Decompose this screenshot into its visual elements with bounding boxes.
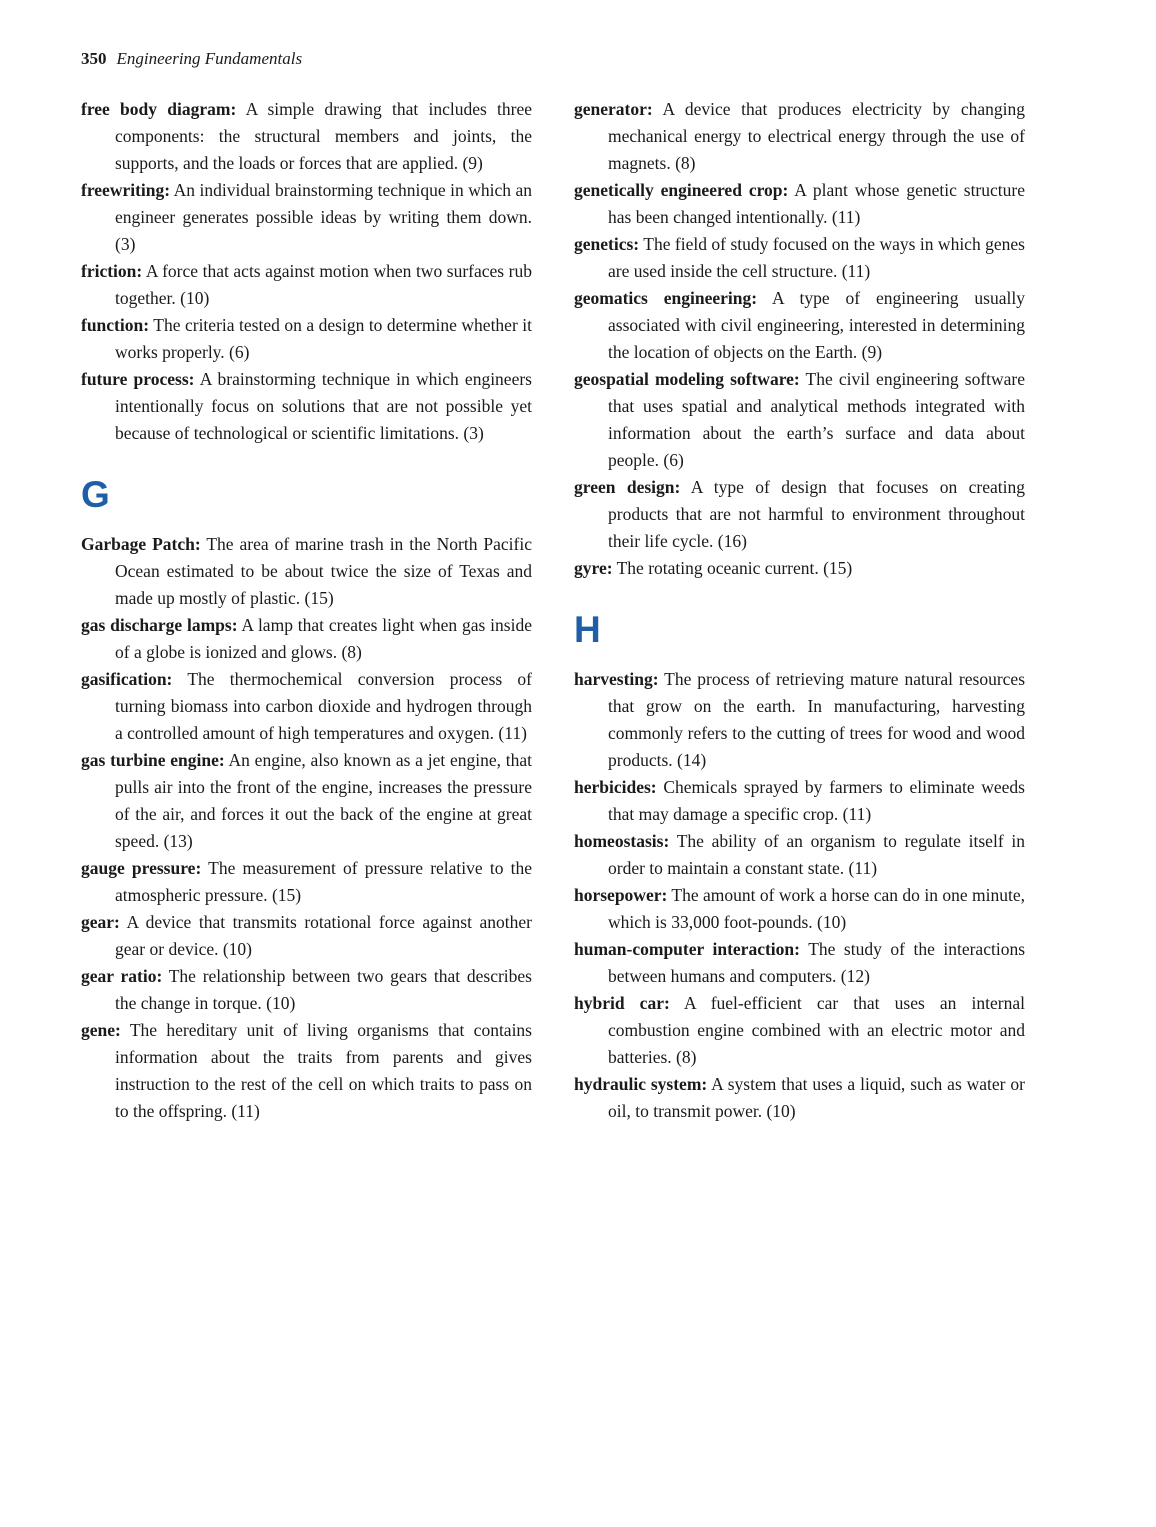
glossary-definition: The rotating oceanic current. (15) bbox=[616, 558, 853, 578]
glossary-entry bbox=[574, 1071, 1025, 1125]
glossary-term: gas discharge lamps: bbox=[81, 615, 238, 635]
glossary-term: hybrid car: bbox=[574, 993, 670, 1013]
glossary-entry bbox=[574, 828, 1025, 882]
left-column bbox=[81, 96, 532, 1125]
glossary-definition: A brainstorming technique in which engineers intentionally focus on solutions that are not possible yet because of technological or scientific limitations. (3) bbox=[115, 369, 532, 443]
glossary-definition: The thermochemical conversion process of turning biomass into carbon dioxide and hydrogen through a controlled amount of high temperatures and oxygen. (11) bbox=[115, 669, 533, 743]
glossary-term: function: bbox=[81, 315, 150, 335]
glossary-term: geomatics engineering: bbox=[574, 288, 758, 308]
glossary-term: hydraulic system: bbox=[574, 1074, 708, 1094]
glossary-entry bbox=[574, 366, 1025, 474]
glossary-entry bbox=[574, 231, 1025, 285]
glossary-definition: A lamp that creates light when gas inside of a globe is ionized and glows. (8) bbox=[115, 615, 532, 662]
glossary-definition: A system that uses a liquid, such as water or oil, to transmit power. (10) bbox=[608, 1074, 1025, 1121]
glossary-term: friction: bbox=[81, 261, 143, 281]
glossary-term: free body diagram: bbox=[81, 99, 237, 119]
glossary-definition: A plant whose genetic structure has been changed intentionally. (11) bbox=[608, 180, 1025, 227]
glossary-definition: The process of retrieving mature natural resources that grow on the earth. In manufacturing, harvesting commonly refers to the cutting of trees for wood and wood products. (14) bbox=[608, 669, 1026, 770]
glossary-term: gas turbine engine: bbox=[81, 750, 225, 770]
glossary-definition: A fuel-efficient car that uses an internal combustion engine combined with an electric motor and batteries. (8) bbox=[608, 993, 1025, 1067]
glossary-entry bbox=[81, 855, 532, 909]
glossary-entry bbox=[574, 990, 1025, 1071]
glossary-definition: The relationship between two gears that describes the change in torque. (10) bbox=[115, 966, 532, 1013]
glossary-entry bbox=[81, 531, 532, 612]
glossary-definition: Chemicals sprayed by farmers to eliminate weeds that may damage a specific crop. (11) bbox=[608, 777, 1025, 824]
glossary-term: gauge pressure: bbox=[81, 858, 202, 878]
glossary-definition: The measurement of pressure relative to the atmospheric pressure. (15) bbox=[115, 858, 532, 905]
section-letter: G bbox=[81, 474, 110, 515]
glossary-term: human-computer interaction: bbox=[574, 939, 800, 959]
glossary-term: horsepower: bbox=[574, 885, 668, 905]
glossary-term: harvesting: bbox=[574, 669, 659, 689]
glossary-term: herbicides: bbox=[574, 777, 657, 797]
glossary-term: freewriting: bbox=[81, 180, 171, 200]
glossary-definition: The criteria tested on a design to determine whether it works properly. (6) bbox=[115, 315, 532, 362]
glossary-entry bbox=[81, 1017, 532, 1125]
glossary-term: future process: bbox=[81, 369, 195, 389]
glossary-entry bbox=[81, 96, 532, 177]
glossary-entry bbox=[81, 909, 532, 963]
glossary-definition: A device that produces electricity by changing mechanical energy to electrical energy through the use of magnets. (8) bbox=[608, 99, 1025, 173]
glossary-entry bbox=[574, 666, 1025, 774]
glossary-definition: The civil engineering software that uses spatial and analytical methods integrated with information about the earth’s surface and data about people. (6) bbox=[608, 369, 1026, 470]
glossary-entry bbox=[81, 258, 532, 312]
glossary-definition: A type of engineering usually associated with civil engineering, interested in determining the location of objects on the Earth. (9) bbox=[608, 288, 1025, 362]
glossary-definition: A type of design that focuses on creating products that are not harmful to environment throughout their life cycle. (16) bbox=[608, 477, 1025, 551]
glossary-entry bbox=[574, 285, 1025, 366]
glossary-term: gear ratio: bbox=[81, 966, 163, 986]
glossary-definition: The amount of work a horse can do in one minute, which is 33,000 foot-pounds. (10) bbox=[608, 885, 1025, 932]
glossary-entry bbox=[81, 747, 532, 855]
glossary-term: gyre: bbox=[574, 558, 613, 578]
glossary-entry bbox=[574, 96, 1025, 177]
glossary-definition: The area of marine trash in the North Pacific Ocean estimated to be about twice the size of Texas and made up mostly of plastic. (15) bbox=[115, 534, 532, 608]
glossary-entry bbox=[81, 963, 532, 1017]
glossary-entry bbox=[574, 555, 1025, 582]
glossary-term: gasification: bbox=[81, 669, 173, 689]
glossary-definition: The study of the interactions between humans and computers. (12) bbox=[608, 939, 1026, 986]
glossary-term: genetically engineered crop: bbox=[574, 180, 789, 200]
glossary-entry bbox=[574, 774, 1025, 828]
glossary-term: geospatial modeling software: bbox=[574, 369, 800, 389]
glossary-entry bbox=[81, 177, 532, 258]
book-title: Engineering Fundamentals bbox=[116, 49, 303, 68]
page-header bbox=[81, 48, 1026, 70]
glossary-term: generator: bbox=[574, 99, 653, 119]
page-number: 350 bbox=[81, 49, 107, 68]
glossary-definition: An individual brainstorming technique in which an engineer generates possible ideas by writing them down. (3) bbox=[115, 180, 532, 254]
glossary-term: homeostasis: bbox=[574, 831, 670, 851]
glossary-definition: The ability of an organism to regulate itself in order to maintain a constant state. (11) bbox=[608, 831, 1025, 878]
glossary-columns bbox=[0, 96, 1156, 1125]
glossary-term: Garbage Patch: bbox=[81, 534, 201, 554]
glossary-entry bbox=[81, 612, 532, 666]
glossary-definition: A device that transmits rotational force against another gear or device. (10) bbox=[115, 912, 532, 959]
glossary-term: green design: bbox=[574, 477, 681, 497]
glossary-definition: The field of study focused on the ways in which genes are used inside the cell structure. (11) bbox=[608, 234, 1025, 281]
glossary-entry bbox=[574, 177, 1025, 231]
glossary-entry bbox=[81, 666, 532, 747]
glossary-entry bbox=[81, 312, 532, 366]
glossary-definition: The hereditary unit of living organisms that contains information about the traits from parents and gives instruction to the rest of the cell on which traits to pass on to the offspring. (11) bbox=[115, 1020, 532, 1121]
glossary-definition: A simple drawing that includes three components: the structural members and joints, the supports, and the loads or forces that are applied. (9) bbox=[115, 99, 532, 173]
glossary-term: gear: bbox=[81, 912, 120, 932]
glossary-term: gene: bbox=[81, 1020, 121, 1040]
glossary-term: genetics: bbox=[574, 234, 640, 254]
glossary-definition: An engine, also known as a jet engine, that pulls air into the front of the engine, increases the pressure of the air, and forces it out the back of the engine at great speed. (13) bbox=[115, 750, 532, 851]
right-column bbox=[574, 96, 1025, 1125]
section-letter: H bbox=[574, 609, 601, 650]
glossary-definition: A force that acts against motion when two surfaces rub together. (10) bbox=[115, 261, 532, 308]
glossary-entry bbox=[574, 474, 1025, 555]
glossary-entry bbox=[81, 366, 532, 447]
glossary-entry bbox=[574, 936, 1025, 990]
glossary-entry bbox=[574, 882, 1025, 936]
